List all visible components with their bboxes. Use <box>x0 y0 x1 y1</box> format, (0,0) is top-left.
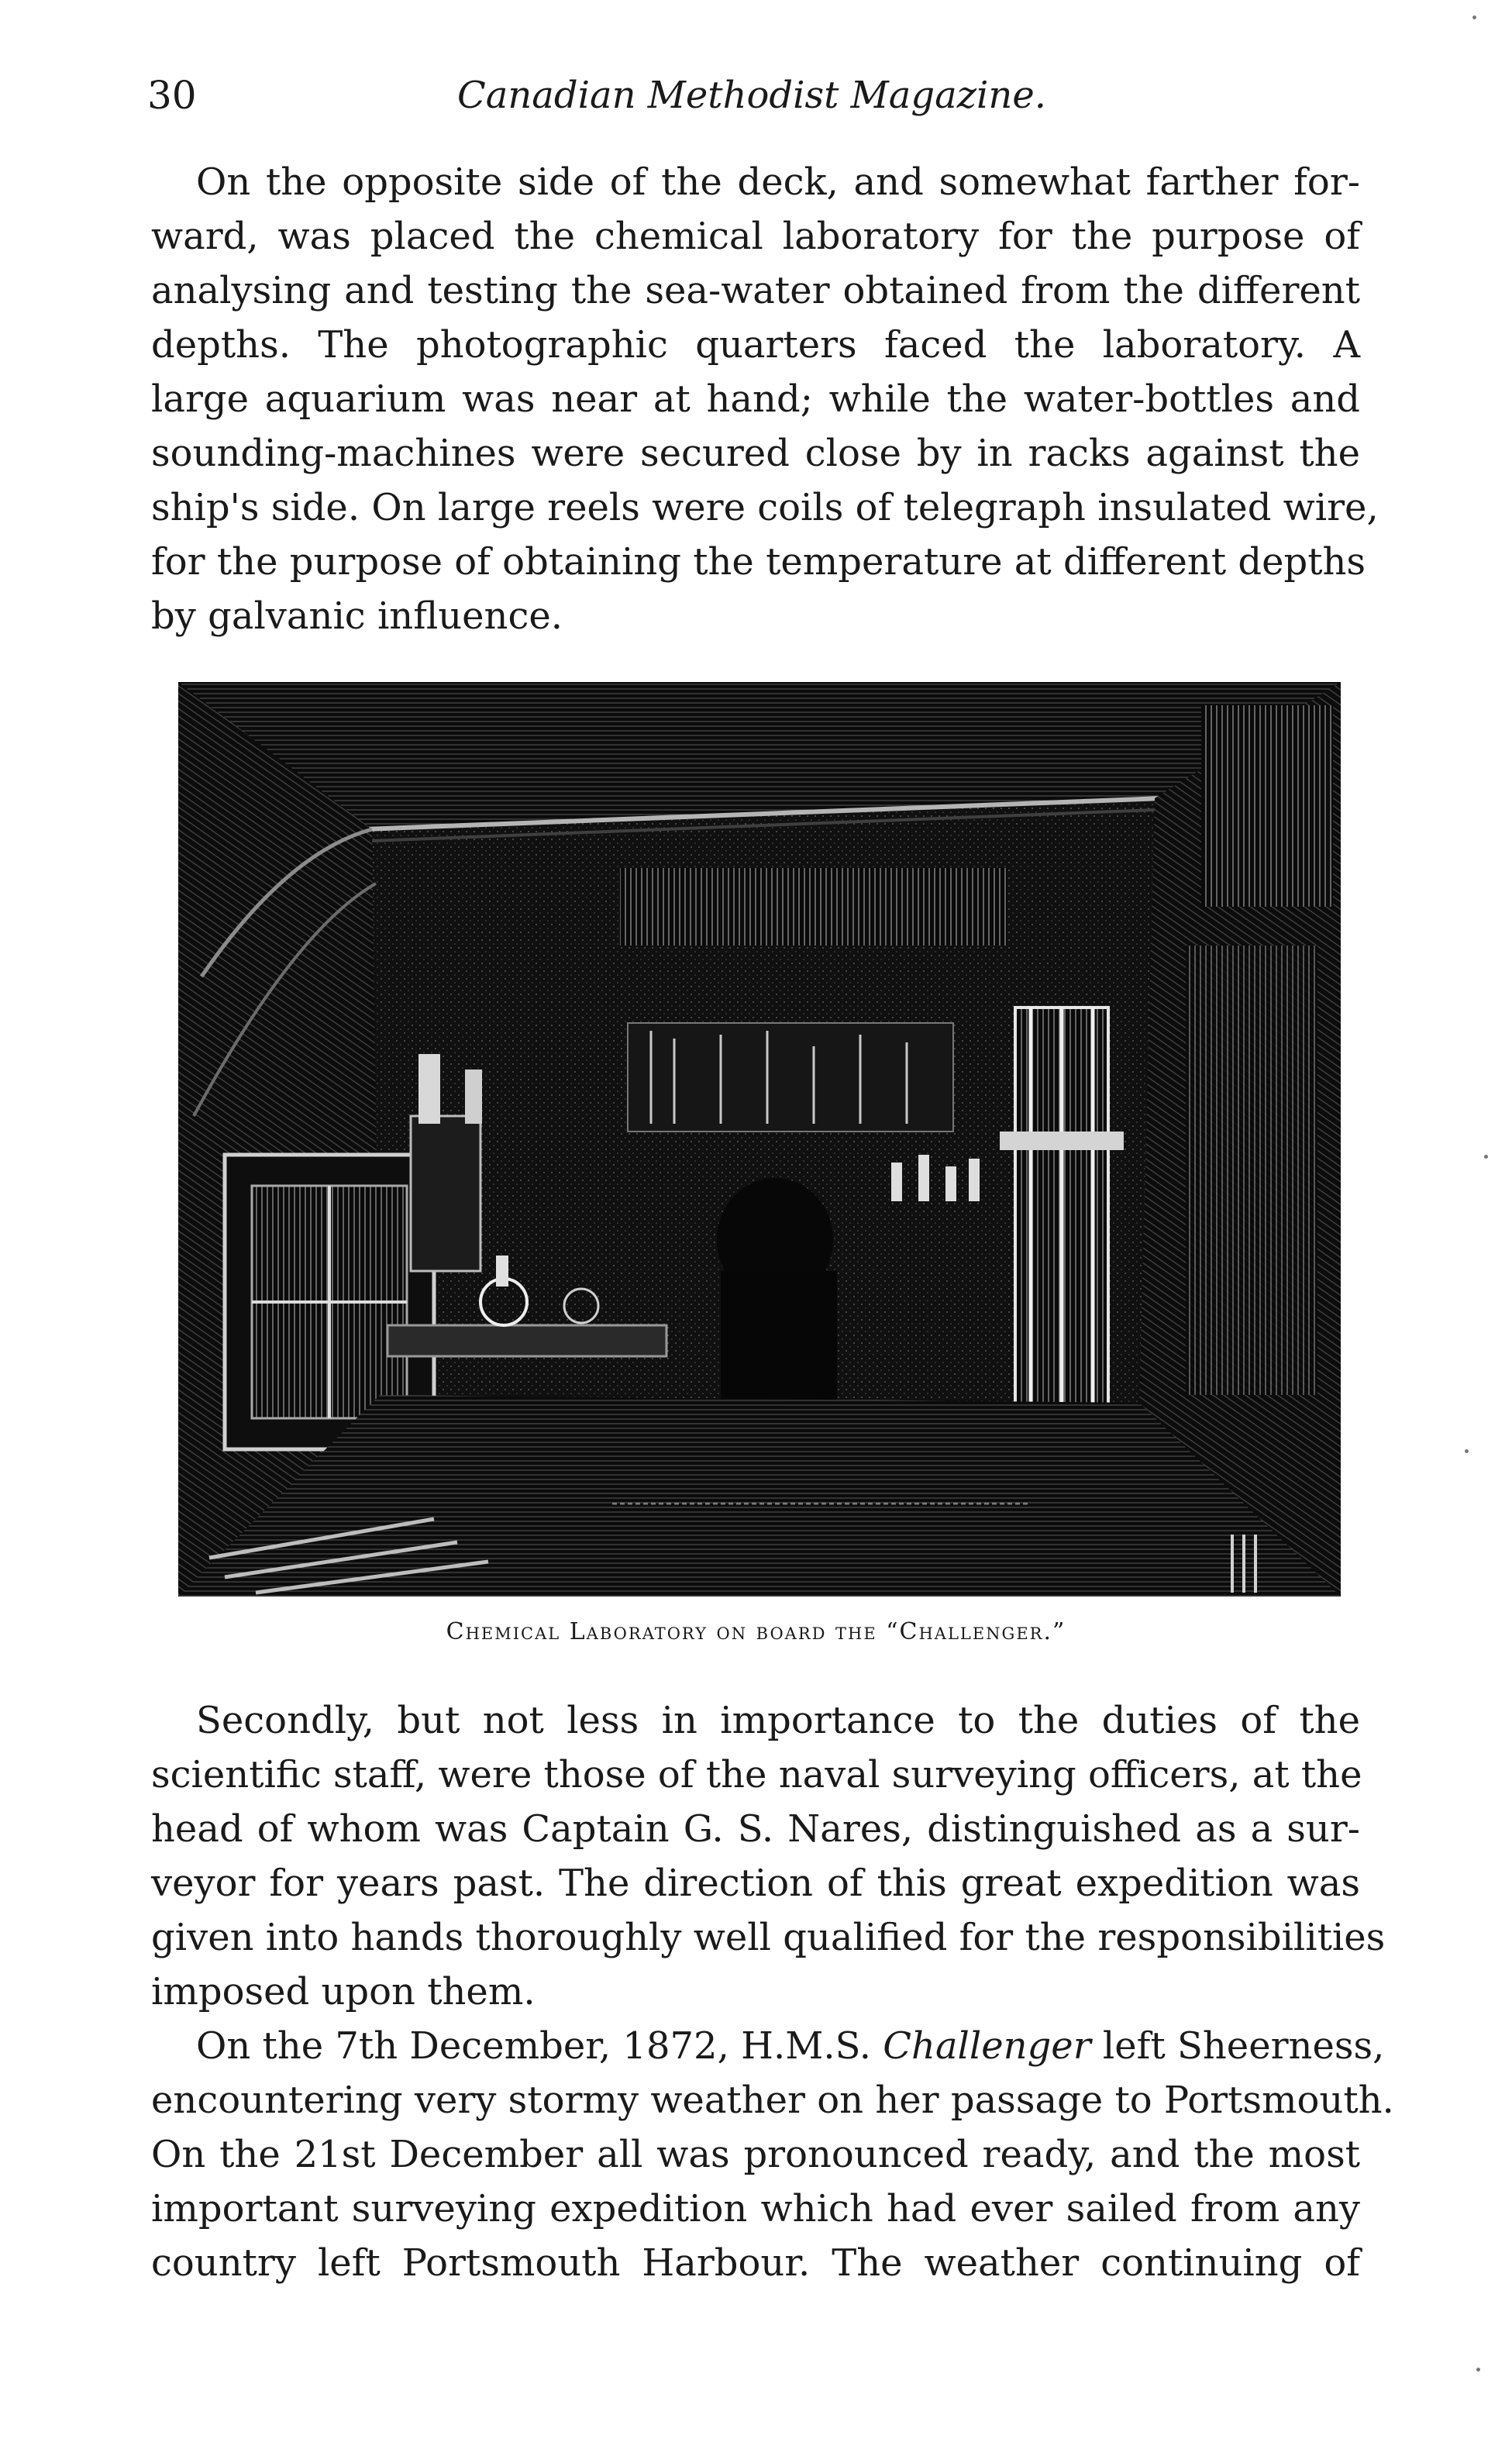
paragraph-line: sounding-machines were secured close by in racks against the <box>151 432 1360 475</box>
paragraph-line: scientific staff, were those of the naval surveying officers, at the <box>151 1753 1362 1796</box>
paragraph-line: depths. The photographic quarters faced the laboratory. A <box>151 323 1360 367</box>
paragraph-line: country left Portsmouth Harbour. The weather continuing of <box>151 2241 1360 2285</box>
engraving-chemical-laboratory <box>178 682 1341 1597</box>
paragraph-line <box>151 2019 1385 2073</box>
paragraph-line: encountering very stormy weather on her passage to Portsmouth. <box>151 2079 1394 2122</box>
paragraph-line: analysing and testing the sea-water obtained from the different <box>151 269 1360 312</box>
text-run: left Sheerness, <box>1090 2024 1385 2068</box>
paragraph-line: large aquarium was near at hand; while the water-bottles and <box>151 377 1360 421</box>
paragraph-line: by galvanic influence. <box>151 594 563 638</box>
ship-name: Challenger <box>883 2024 1091 2068</box>
paragraph-line: ward, was placed the chemical laboratory for the purpose of <box>151 215 1360 258</box>
page-header <box>147 68 1356 122</box>
paragraph-1 <box>151 155 1379 643</box>
page-number: 30 <box>147 73 197 118</box>
paragraph-line: ship's side. On large reels were coils of telegraph insulated wire, <box>151 486 1379 529</box>
paragraph-line: important surveying expedition which had ever sailed from any <box>151 2187 1360 2230</box>
scan-speck <box>1476 2368 1480 2372</box>
paragraph-line: On the opposite side of the deck, and somewhat farther for- <box>196 160 1360 204</box>
paragraph-2 <box>151 1693 1386 2019</box>
running-head: Canadian Methodist Magazine. <box>457 74 1046 117</box>
scan-speck <box>1484 1155 1488 1159</box>
scan-speck <box>1465 1449 1469 1453</box>
paragraph-3 <box>151 2019 1394 2290</box>
paragraph-line: head of whom was Captain G. S. Nares, distinguished as a sur- <box>151 1807 1360 1851</box>
paragraph-line: imposed upon them. <box>151 1970 536 2013</box>
text-run: On the 7th December, 1872, H.M.S. <box>196 2024 883 2068</box>
paragraph-line: Secondly, but not less in importance to the duties of the <box>196 1699 1360 1742</box>
paragraph-line: given into hands thoroughly well qualified for the responsibilities <box>151 1916 1386 1959</box>
scan-speck <box>1472 16 1476 19</box>
figure-caption: Chemical Laboratory on board the “Challenger.” <box>446 1618 1066 1645</box>
paragraph-line: On the 21st December all was pronounced ready, and the most <box>151 2133 1360 2176</box>
paragraph-line: for the purpose of obtaining the temperature at different depths <box>151 540 1366 584</box>
paragraph-line: veyor for years past. The direction of this great expedition was <box>151 1862 1360 1905</box>
